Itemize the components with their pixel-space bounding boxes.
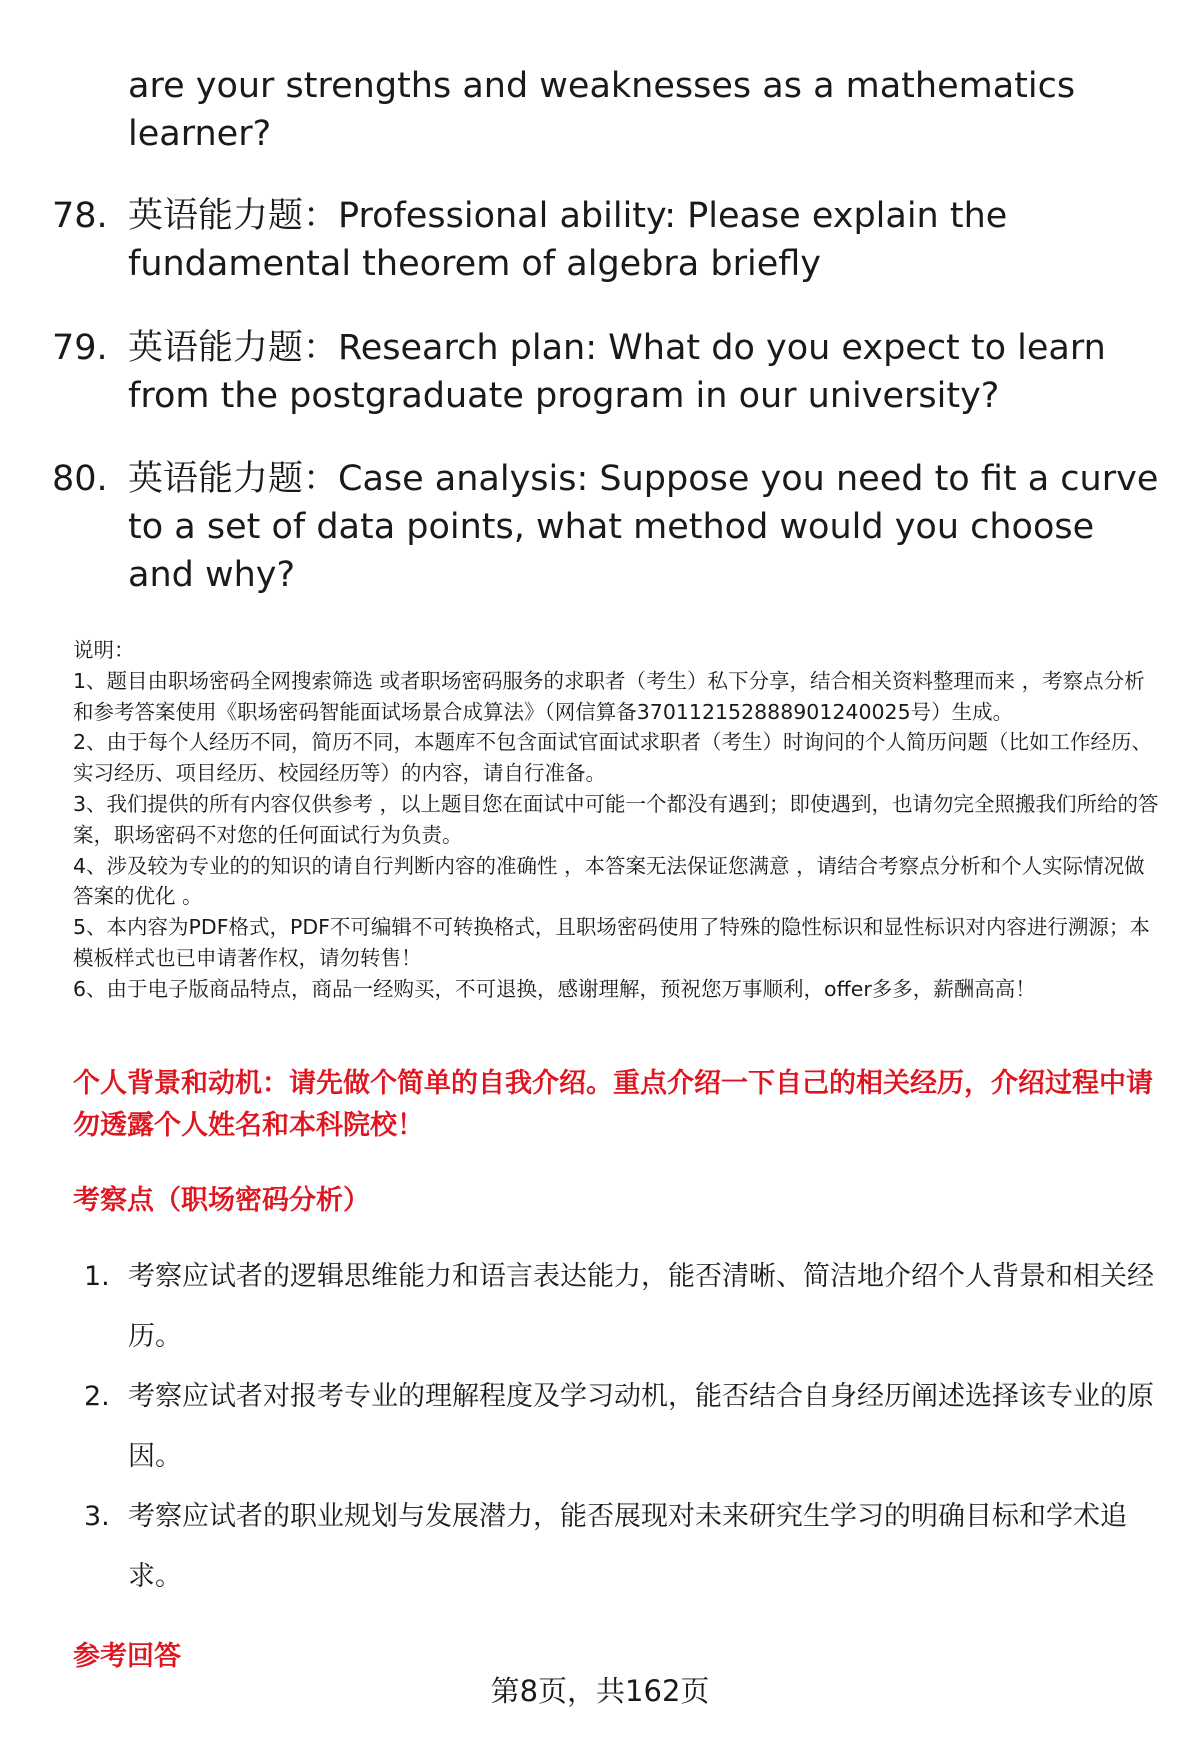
assessment-points-list [84, 1247, 1164, 1607]
point-number: 3. [84, 1501, 110, 1532]
assessment-point [84, 1247, 1164, 1367]
point-text: 考察应试者的职业规划与发展潜力，能否展现对未来研究生学习的明确目标和学术追求。 [128, 1501, 1127, 1592]
note-item: 6、由于电子版商品特点，商品一经购买，不可退换，感谢理解，预祝您万事顺利，offer多多，薪酬高高！ [73, 976, 1036, 1001]
assessment-point [84, 1487, 1164, 1607]
question-item [52, 192, 1162, 288]
point-number: 2. [84, 1381, 110, 1412]
note-item: 4、涉及较为专业的的知识的请自行判断内容的准确性 ，本答案无法保证您满意 ，请结合考察点分析和个人实际情况做答案的优化 。 [73, 853, 1145, 909]
point-text: 考察应试者的逻辑思维能力和语言表达能力，能否清晰、简洁地介绍个人背景和相关经历。 [128, 1261, 1154, 1352]
reference-answer-heading: 参考回答 [73, 1641, 181, 1672]
question-text: 英语能力题：Professional ability: Please explain the fundamental theorem of algebra briefly [128, 196, 1008, 284]
intro-question-heading: 个人背景和动机：请先做个简单的自我介绍。重点介绍一下自己的相关经历，介绍过程中请勿透露个人姓名和本科院校！ [73, 1068, 1153, 1141]
question-text: 英语能力题：Research plan: What do you expect to learn from the postgraduate program in our university? [128, 328, 1106, 416]
assessment-points-heading: 考察点（职场密码分析） [73, 1185, 370, 1216]
notes-section [73, 635, 1163, 1005]
question-item [52, 324, 1162, 420]
question-text: 英语能力题：Case analysis: Suppose you need to fit a curve to a set of data points, what method would you choose and why? [128, 459, 1159, 595]
note-item: 2、由于每个人经历不同，简历不同，本题库不包含面试官面试求职者（考生）时询问的个人简历问题（比如工作经历、实习经历、项目经历、校园经历等）的内容，请自行准备。 [73, 730, 1153, 786]
note-item: 3、我们提供的所有内容仅供参考 ，以上题目您在面试中可能一个都没有遇到；即使遇到，也请勿完全照搬我们所给的答案，职场密码不对您的任何面试行为负责。 [73, 791, 1159, 847]
point-number: 1. [84, 1261, 110, 1292]
note-item: 5、本内容为PDF格式，PDF不可编辑不可转换格式，且职场密码使用了特殊的隐性标识和显性标识对内容进行溯源；本模板样式也已申请著作权，请勿转售！ [73, 915, 1150, 970]
question-number: 79. [52, 328, 108, 368]
point-text: 考察应试者对报考专业的理解程度及学习动机，能否结合自身经历阐述选择该专业的原因。 [128, 1381, 1154, 1472]
question-continuation: are your strengths and weaknesses as a mathematics learner? [128, 66, 1076, 154]
note-item: 1、题目由职场密码全网搜索筛选 或者职场密码服务的求职者（考生）私下分享，结合相关资料整理而来 ，考察点分析和参考答案使用《职场密码智能面试场景合成算法》（网信算备370112152888901240025号）生成。 [73, 668, 1145, 724]
notes-title: 说明： [73, 638, 135, 662]
question-number: 80. [52, 459, 108, 499]
question-number: 78. [52, 196, 108, 236]
question-item [52, 455, 1162, 599]
page-footer: 第8页，共162页 [490, 1674, 710, 1708]
assessment-point [84, 1367, 1164, 1487]
